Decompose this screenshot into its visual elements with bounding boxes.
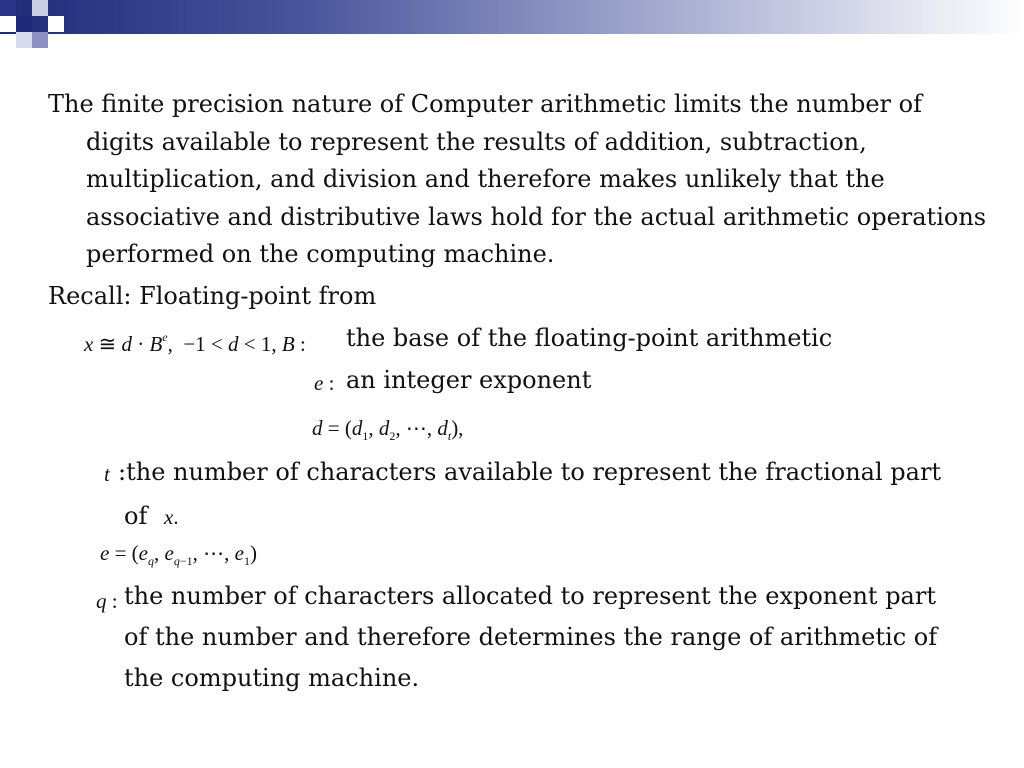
exponent-description: an integer exponent xyxy=(346,366,592,394)
formula-e-symbol: e : xyxy=(314,371,335,395)
formula-q-symbol: q : xyxy=(96,589,118,613)
base-description: the base of the floating-point arithmetic xyxy=(346,324,833,352)
decor-square xyxy=(48,16,64,32)
formula-d-digits: $d = (d_1$, $d_2$, ⋯, $d_t$), xyxy=(312,416,464,443)
intro-paragraph: The finite precision nature of Computer arithmetic limits the number of digits available to represent the results of addition, subtraction, multiplication, and division and therefore makes unlikely that the associative and distributive laws hold for the actual arithmetic operations performed on the computing machine. xyxy=(48,90,987,268)
decor-square xyxy=(0,16,16,32)
t-description-cont: of xyxy=(124,502,148,530)
decor-square xyxy=(16,16,32,32)
decor-square xyxy=(32,32,48,48)
header-gradient-bar xyxy=(0,0,1024,34)
formula-x-period: x. xyxy=(164,505,179,529)
formula-t-symbol: t xyxy=(104,462,110,486)
formula-floating-point: x ≅ $d \cdot B^e$, −1 < d < 1, B : xyxy=(84,330,306,356)
q-description-text: the number of characters allocated to represent the exponent part of the number and therefore determines the range of arithmetic of the computing machine. xyxy=(124,582,938,692)
recall-line: Recall: Floating-point from xyxy=(48,282,377,310)
decor-square xyxy=(0,0,16,16)
t-description: :the number of characters available to represent the fractional part xyxy=(118,458,942,486)
decor-square xyxy=(16,32,32,48)
q-description xyxy=(124,576,964,699)
decor-square xyxy=(32,0,48,16)
formula-e-digits: $e = (e_q$, $e_{q-1}$, ⋯, $e_1$) xyxy=(100,541,257,568)
